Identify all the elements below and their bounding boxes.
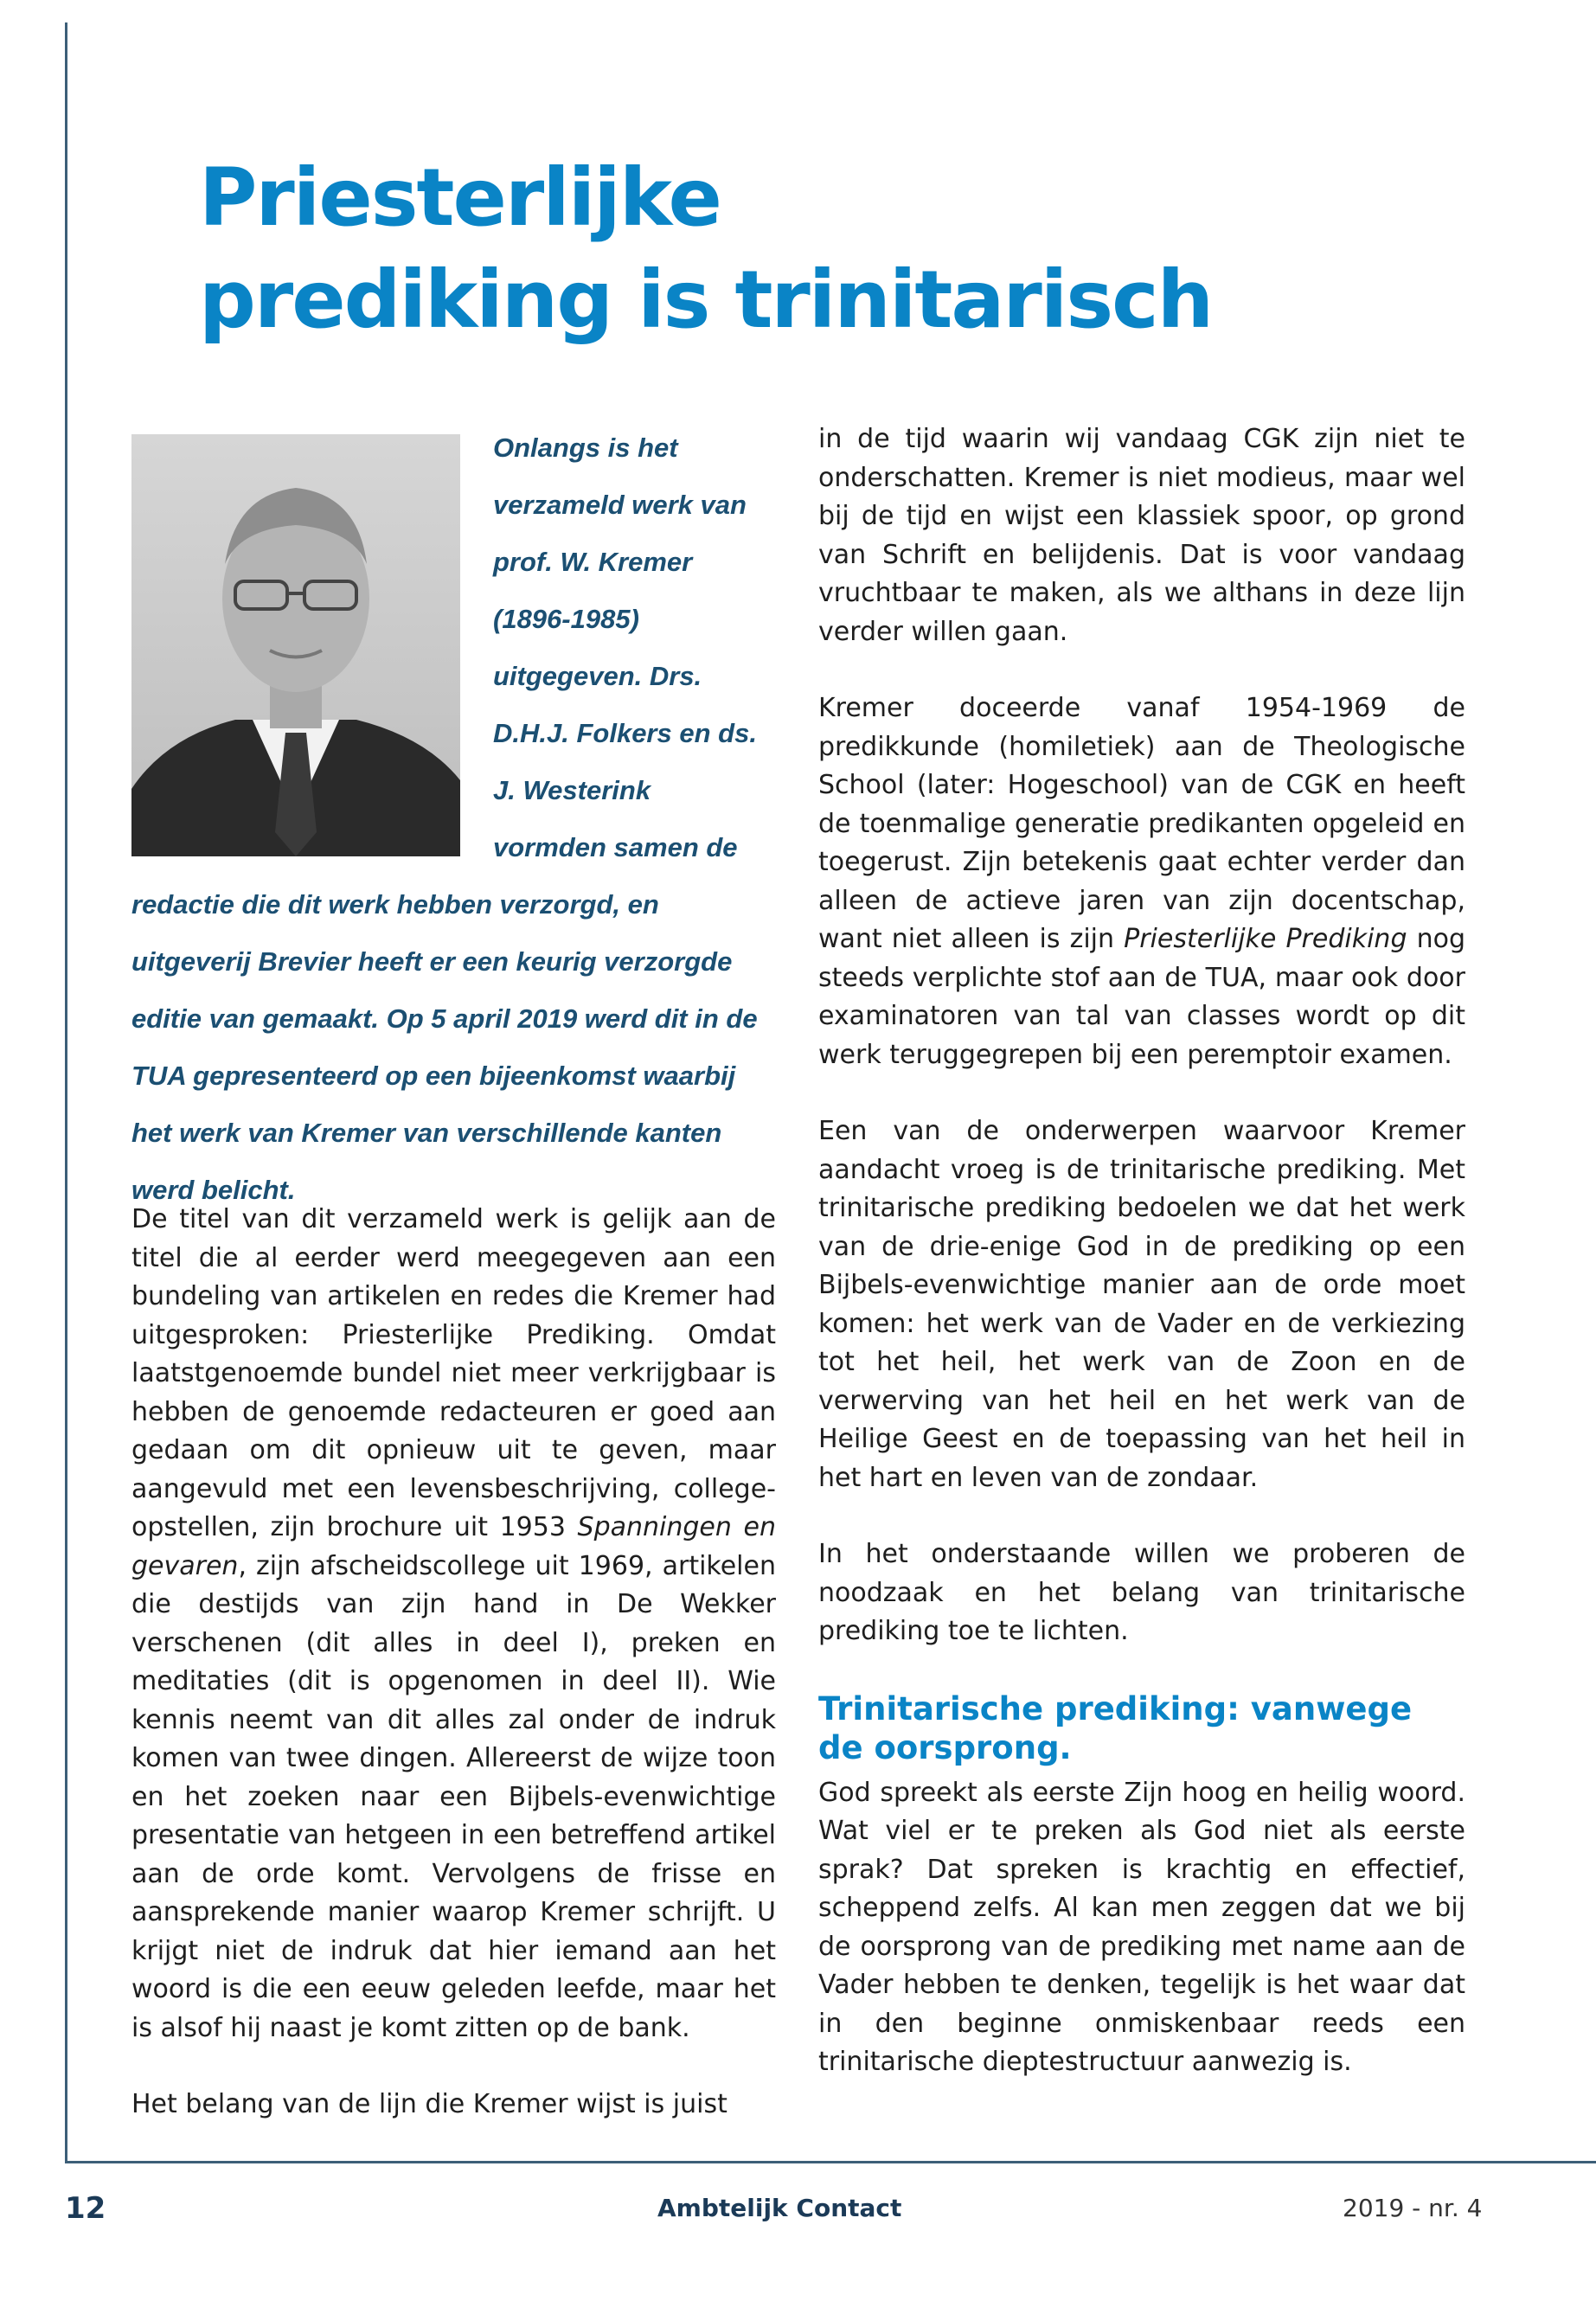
page-border-left [65, 22, 67, 2163]
paragraph: in de tijd waarin wij vandaag CGK zijn niet te onderschatten. Kremer is niet modieus, maar wel bij de tijd en wijst een klassiek spoor, op grond van Schrift en belijdenis. Dat is voor vandaag vruchtbaar te maken, als we althans in deze lijn verder willen gaan. [818, 424, 1465, 647]
paragraph: In het onderstaande willen we proberen de noodzaak en het belang van trinitarische prediking toe te lichten. [818, 1539, 1465, 1646]
paragraph: De titel van dit verzameld werk is gelijk aan de titel die al eerder werd meegegeven aan een bundeling van artikelen en redes die Kremer had uitgesproken: Priesterlijke Prediking. Omdat laatstgenoemde bundel niet meer verkrijgbaar is hebben de genoemde redacteuren er goed aan gedaan om dit opnieuw uit te geven, maar aangevuld met een levensbeschrijving, college-opstellen, zijn brochure uit 1953 Spanningen en gevaren, zijn afscheidscollege uit 1969, artikelen die destijds van zijn hand in De Wekker verschenen (dit alles in deel I), preken en meditaties (dit is opgenomen in deel II). Wie kennis neemt van dit alles zal onder de indruk komen van twee dingen. Allereerst de wijze toon en het zoeken naar een Bijbels-evenwichtige presentatie van hetgeen in een betreffend artikel aan de orde komt. Vervolgens de frisse en aansprekende manier waarop Kremer schrijft. U krijgt niet de indruk dat hier iemand aan het woord is die een eeuw geleden leefde, maar het is alsof hij naast je komt zitten op de bank. [131, 1204, 776, 2043]
intro-photo-space [131, 420, 493, 852]
intro-paragraph: Onlangs is het verzameld werk van prof. W. Kremer (1896-1985) uitgegeven. Drs. D.H.J. Folkers en ds. J. Westerink vormden samen de redactie die dit werk hebben verzorgd, en uitgeverij Brevier heeft er een keurig verzorgde editie van gemaakt. Op 5 april 2019 werd dit in de TUA gepresenteerd op een bijeenkomst waarbij het werk van Kremer van verschillende kanten werd belicht. [131, 433, 758, 1205]
column-left [131, 1201, 776, 2163]
issue-number: 2019 - nr. 4 [1343, 2194, 1483, 2222]
title-line-1: Priesterlijke [199, 151, 721, 244]
title-line-2: prediking is trinitarisch [199, 253, 1213, 346]
paragraph: Het belang van de lijn die Kremer wijst is juist [131, 2089, 727, 2119]
section-heading: Trinitarische prediking: vanwege de oorsprong. [818, 1689, 1413, 1766]
paragraph: God spreekt als eerste Zijn hoog en heilig woord. Wat viel er te preken als God niet als eerste sprak? Dat spreken is krachtig en effectief, scheppend zelfs. Al kan men zeggen dat we bij de oorsprong van de prediking met name aan de Vader hebben te denken, tegelijk is het waar dat in den beginne onmiskenbaar reeds een trinitarische dieptestructuur aanwezig is. [818, 1777, 1465, 2077]
paragraph: Een van de onderwerpen waarvoor Kremer aandacht vroeg is de trinitarische prediking. Met trinitarische prediking bedoelen we dat het werk van de drie-enige God in de prediking op een Bijbels-evenwichtige manier aan de orde moet komen: het werk van de Vader en de verkiezing tot het heil, het werk van de Zoon en de verwerving van het heil en het werk van de Heilige Geest en de toepassing van het heil in het hart en leven van de zondaar. [818, 1116, 1465, 1493]
paragraph: Kremer doceerde vanaf 1954-1969 de predikkunde (homiletiek) aan de Theologische School (later: Hogeschool) van de CGK en heeft de toenmalige generatie predikanten opgeleid en toegerust. Zijn betekenis gaat echter verder dan alleen de actieve jaren van zijn docentschap, want niet alleen is zijn Priesterlijke Prediking nog steeds verplichte stof aan de TUA, maar ook door examinatoren van tal van classes wordt op dit werk teruggegrepen bij een peremptoir examen. [818, 693, 1465, 1070]
intro-text [131, 420, 765, 1219]
magazine-name: Ambtelijk Contact [657, 2194, 902, 2222]
column-right [818, 420, 1465, 2120]
page-title [199, 147, 1212, 351]
page-number: 12 [65, 2191, 106, 2226]
